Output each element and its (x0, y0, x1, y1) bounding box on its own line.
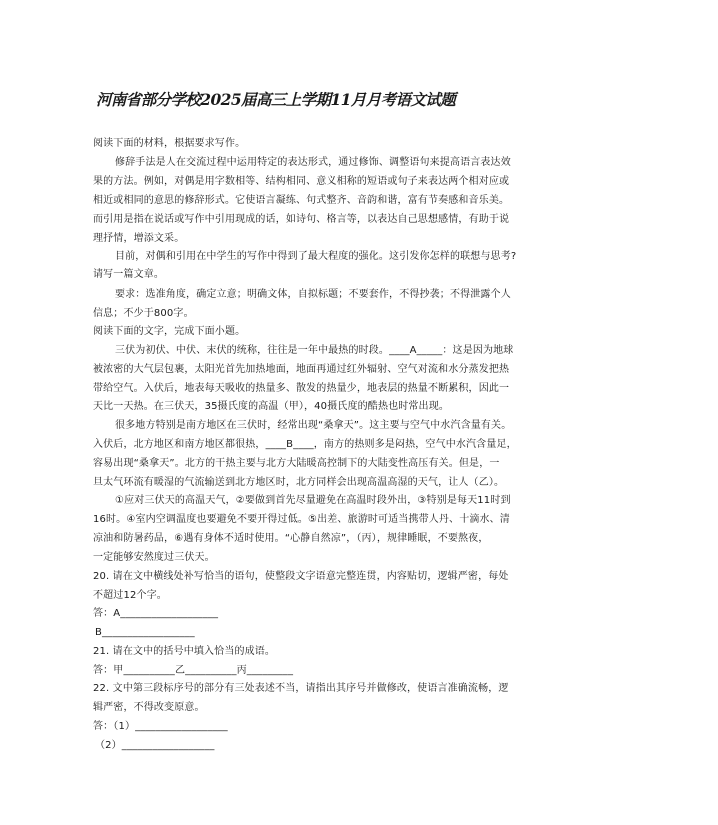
paragraph-line: 带给空气。入伏后，地表每天吸收的热量多、散发的热量少，地表层的热量不断累积，因此一 (93, 383, 510, 394)
paragraph-line: 16时。④室内空调温度也要避免不要开得过低。⑤出差、旅游时可适当携带人丹、十滴水、清 (93, 514, 510, 525)
paragraph-line: 理抒情，增添文采。 (93, 233, 185, 244)
question-20-cont: 不超过12个字。 (93, 590, 167, 601)
answer-label: 答：A (93, 608, 121, 619)
text-segment: 入伏后，北方地区和南方地区都很热， (93, 439, 266, 450)
paragraph-line: 旦太气环流有暖湿的气流输送到北方地区时，北方同样会出现高温高湿的天气，让人（乙）。 (93, 477, 505, 488)
question-20: 20. 请在文中横线处补写恰当的语句，使整段文字语意完整连贯，内容贴切，逻辑严密，每处 (93, 571, 509, 582)
answer-line: 答：甲__________乙__________丙_________ (93, 665, 294, 676)
answer-line-2: （2）__________________ (95, 740, 215, 751)
requirements-line: 要求：选准角度，确定立意；明确文体，自拟标题；不要套作，不得抄袭；不得泄露个人 (115, 289, 511, 300)
answer-line-b (95, 626, 195, 640)
paragraph-line: 果的方法。例如，对偶是用字数相等、结构相同、意义相称的短语或句子来表达两个相对应或 (93, 176, 510, 187)
paragraph-line: 而引用是指在说话或写作中引用现成的话，如诗句、格言等，以表达自己思想感情，有助于说 (93, 214, 510, 225)
question-22: 22. 文中第三段标序号的部分有三处表述不当，请指出其序号并做修改，使语言准确流畅，逻 (93, 683, 509, 694)
paragraph-line: 一定能够安然度过三伏天。 (93, 552, 215, 563)
text-segment: ，南方的热则多是闷热，空气中水汽含量足， (313, 439, 517, 450)
answer-blank: __________________ (102, 627, 195, 638)
question-22-cont: 辑严密，不得改变原意。 (93, 702, 205, 713)
paragraph-line: 天比一天热。在三伏天，35摄氏度的高温（甲），40摄氏度的酷热也时常出现。 (93, 401, 449, 412)
reading-task-intro: 阅读下面的文字，完成下面小题。 (93, 326, 246, 337)
paragraph-line: 目前，对偶和引用在中学生的写作中得到了最大程度的强化。这引发你怎样的联想与思考? (115, 251, 517, 262)
writing-task-intro: 阅读下面的材料，根据要求写作。 (93, 138, 246, 149)
paragraph-line: 被浓密的大气层包裹，太阳光首先加热地面，地面再通过红外辐射、空气对流和水分蒸发把热 (93, 364, 510, 375)
paragraph-line: 相近或相同的意思的修辞形式。它使语言凝练、句式整齐、音韵和谐，富有节奏感和音乐美。 (93, 195, 510, 206)
paragraph-line: 容易出现“桑拿天”。北方的干热主要与北方大陆暖高控制下的大陆变性高压有关。但是，一 (93, 458, 500, 469)
paragraph-line: 请写一篇文章。 (93, 269, 165, 280)
question-21: 21. 请在文中的括号中填入恰当的成语。 (93, 646, 276, 657)
answer-line-a (93, 607, 218, 621)
page-title: 河南省部分学校2025届高三上学期11月月考语文试题 (96, 90, 456, 109)
answer-line-1: 答：（1）__________________ (93, 721, 228, 732)
paragraph-line: ①应对三伏天的高温天气，②要做到首先尽量避免在高温时段外出，③特别是每天11时到 (115, 495, 511, 506)
answer-label: B (95, 627, 103, 638)
paragraph-line (115, 344, 513, 358)
paragraph-line: 修辞手法是人在交流过程中运用特定的表达形式，通过修饰、调整语句来提高语言表达效 (115, 157, 511, 168)
text-segment: ：这是因为地球 (442, 345, 514, 356)
paragraph-line: 很多地方特别是南方地区在三伏时，经常出现“桑拿天”。这主要与空气中水汽含量有关。 (115, 420, 512, 431)
paragraph-line (93, 438, 517, 452)
requirements-line: 信息；不少于800字。 (93, 308, 194, 319)
blank-a: ____A_____ (389, 345, 443, 356)
paragraph-line: 凉油和防暑药品，⑥遇有身体不适时使用。“心静自然凉”，（丙），规律睡眠，不要熬夜， (93, 533, 489, 544)
text-segment: 三伏为初伏、中伏、末伏的统称，往往是一年中最热的时段。 (115, 345, 390, 356)
answer-blank: ___________________ (120, 608, 219, 619)
blank-b: ____B____ (265, 439, 314, 450)
